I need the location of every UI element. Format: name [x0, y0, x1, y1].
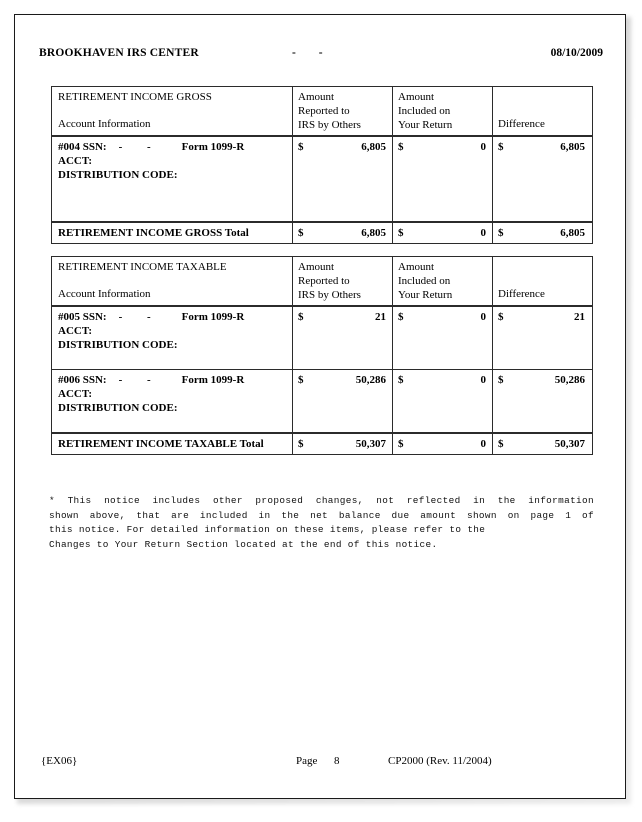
table-total-row [52, 433, 592, 454]
account-sequence: #006 SSN: [58, 374, 107, 386]
difference-value: 50,286 [554, 374, 585, 386]
account-identity-line [58, 140, 292, 154]
money-value [298, 373, 386, 387]
total-amount-included-value: 0 [480, 227, 486, 239]
cell-difference [493, 137, 593, 221]
account-sequence: #005 SSN: [58, 311, 107, 323]
currency-symbol: $ [398, 311, 404, 323]
table-row [52, 307, 592, 370]
cell-total-amount-reported [293, 434, 393, 454]
currency-symbol: $ [498, 311, 504, 323]
amount-included-value: 0 [480, 311, 486, 323]
currency-symbol: $ [398, 374, 404, 386]
account-ssn-redacted: - - [118, 141, 162, 153]
cell-total-amount-reported [293, 223, 393, 243]
footnote-block [49, 494, 594, 552]
header-date: 08/10/2009 [550, 47, 603, 59]
document-page [14, 14, 626, 799]
amount-reported-value: 6,805 [361, 141, 386, 153]
amount-reported-line-1: Amount [298, 261, 335, 273]
currency-symbol: $ [498, 438, 504, 450]
column-header-account-information [52, 87, 293, 135]
amount-reported-line-1: Amount [298, 91, 335, 103]
account-acct-label: ACCT: [58, 325, 93, 337]
account-distribution-code-label: DISTRIBUTION CODE: [58, 402, 178, 414]
account-acct-label: ACCT: [58, 155, 93, 167]
cell-difference [493, 307, 593, 369]
irs-center-name: BROOKHAVEN IRS CENTER [39, 47, 199, 59]
cell-amount-included [393, 370, 493, 432]
column-header-amount-reported [293, 87, 393, 135]
column-header-amount-reported [293, 257, 393, 305]
money-value [498, 140, 585, 154]
cell-total-label [52, 434, 293, 454]
footer-exhibit-code: {EX06} [41, 755, 78, 767]
table-retirement-income-taxable [51, 256, 593, 455]
table-header-row [52, 257, 592, 307]
cell-account-information [52, 137, 293, 221]
cell-total-label [52, 223, 293, 243]
amount-reported-line-3: IRS by Others [298, 289, 361, 301]
footnote-line-2: shown above, that are included in the net balance due amount shown on page 1 of [49, 509, 594, 521]
amount-included-value: 0 [480, 141, 486, 153]
cell-amount-reported [293, 307, 393, 369]
account-acct-label: ACCT: [58, 388, 93, 400]
amount-included-line-2: Included on [398, 275, 451, 287]
money-value [398, 226, 486, 240]
currency-symbol: $ [398, 141, 404, 153]
column-label-account-information: Account Information [58, 118, 151, 130]
cell-account-information [52, 307, 293, 369]
total-amount-reported-value: 50,307 [355, 438, 386, 450]
currency-symbol: $ [398, 438, 404, 450]
amount-included-line-2: Included on [398, 105, 451, 117]
account-distribution-code-label: DISTRIBUTION CODE: [58, 169, 178, 181]
total-label-suffix: Total [222, 227, 249, 239]
money-value [298, 226, 386, 240]
account-form-type: Form 1099-R [181, 374, 245, 386]
account-ssn-redacted: - - [118, 311, 162, 323]
column-header-difference [493, 257, 593, 305]
currency-symbol: $ [298, 141, 304, 153]
total-label [58, 226, 292, 240]
money-value [298, 140, 386, 154]
footnote-line-3: this notice. For detailed information on these items, please refer to the [49, 524, 486, 535]
total-label-main: RETIREMENT INCOME TAXABLE [58, 438, 238, 450]
currency-symbol: $ [298, 374, 304, 386]
account-form-type: Form 1099-R [181, 141, 245, 153]
account-form-type: Form 1099-R [181, 311, 245, 323]
money-value [298, 310, 386, 324]
footer-page-number: 8 [334, 755, 340, 767]
column-header-amount-included [393, 87, 493, 135]
amount-reported-line-2: Reported to [298, 275, 350, 287]
table-row [52, 370, 592, 433]
table-header-row [52, 87, 592, 137]
header-ssn-redacted: - - [292, 47, 333, 59]
money-value [498, 373, 585, 387]
total-label [58, 437, 292, 451]
footer-page-label: Page [296, 755, 318, 767]
money-value [398, 437, 486, 451]
cell-total-difference [493, 434, 593, 454]
currency-symbol: $ [298, 227, 304, 239]
table-row [52, 137, 592, 222]
cell-total-amount-included [393, 434, 493, 454]
currency-symbol: $ [498, 227, 504, 239]
table-title: RETIREMENT INCOME GROSS [58, 91, 212, 103]
total-amount-included-value: 0 [480, 438, 486, 450]
total-label-main: RETIREMENT INCOME GROSS [58, 227, 223, 239]
money-value [498, 310, 585, 324]
cell-difference [493, 370, 593, 432]
amount-included-line-1: Amount [398, 261, 435, 273]
amount-reported-value: 21 [375, 311, 386, 323]
amount-reported-line-2: Reported to [298, 105, 350, 117]
money-value [398, 310, 486, 324]
footer-form-revision: CP2000 (Rev. 11/2004) [388, 755, 492, 767]
cell-amount-reported [293, 370, 393, 432]
amount-included-value: 0 [480, 374, 486, 386]
account-sequence: #004 SSN: [58, 141, 107, 153]
currency-symbol: $ [298, 438, 304, 450]
money-value [298, 437, 386, 451]
footnote-line-1: * This notice includes other proposed changes, not reflected in the information [49, 495, 594, 506]
column-label-account-information: Account Information [58, 288, 151, 300]
money-value [498, 226, 585, 240]
column-header-account-information [52, 257, 293, 305]
account-ssn-redacted: - - [118, 374, 162, 386]
difference-value: 21 [574, 311, 585, 323]
total-amount-reported-value: 6,805 [361, 227, 386, 239]
table-retirement-income-gross [51, 86, 593, 244]
account-identity-line [58, 373, 292, 387]
amount-included-line-3: Your Return [398, 119, 453, 131]
currency-symbol: $ [398, 227, 404, 239]
account-identity-line [58, 310, 292, 324]
cell-amount-included [393, 137, 493, 221]
total-label-suffix: Total [237, 438, 264, 450]
cell-amount-reported [293, 137, 393, 221]
currency-symbol: $ [298, 311, 304, 323]
table-title: RETIREMENT INCOME TAXABLE [58, 261, 227, 273]
money-value [398, 373, 486, 387]
amount-included-line-1: Amount [398, 91, 435, 103]
money-value [498, 437, 585, 451]
currency-symbol: $ [498, 374, 504, 386]
total-difference-value: 6,805 [560, 227, 585, 239]
footnote-line-4: Changes to Your Return Section located at the end of this notice. [49, 538, 438, 550]
account-distribution-code-label: DISTRIBUTION CODE: [58, 339, 178, 351]
amount-reported-value: 50,286 [355, 374, 386, 386]
amount-included-line-3: Your Return [398, 289, 453, 301]
difference-label: Difference [498, 288, 545, 300]
table-total-row [52, 222, 592, 243]
page-shadow-wrapper [14, 14, 628, 801]
difference-value: 6,805 [560, 141, 585, 153]
money-value [398, 140, 486, 154]
document-header [15, 47, 625, 65]
cell-account-information [52, 370, 293, 432]
cell-total-amount-included [393, 223, 493, 243]
column-header-difference [493, 87, 593, 135]
total-difference-value: 50,307 [554, 438, 585, 450]
currency-symbol: $ [498, 141, 504, 153]
cell-total-difference [493, 223, 593, 243]
amount-reported-line-3: IRS by Others [298, 119, 361, 131]
column-header-amount-included [393, 257, 493, 305]
document-footer [15, 755, 625, 773]
cell-amount-included [393, 307, 493, 369]
difference-label: Difference [498, 118, 545, 130]
